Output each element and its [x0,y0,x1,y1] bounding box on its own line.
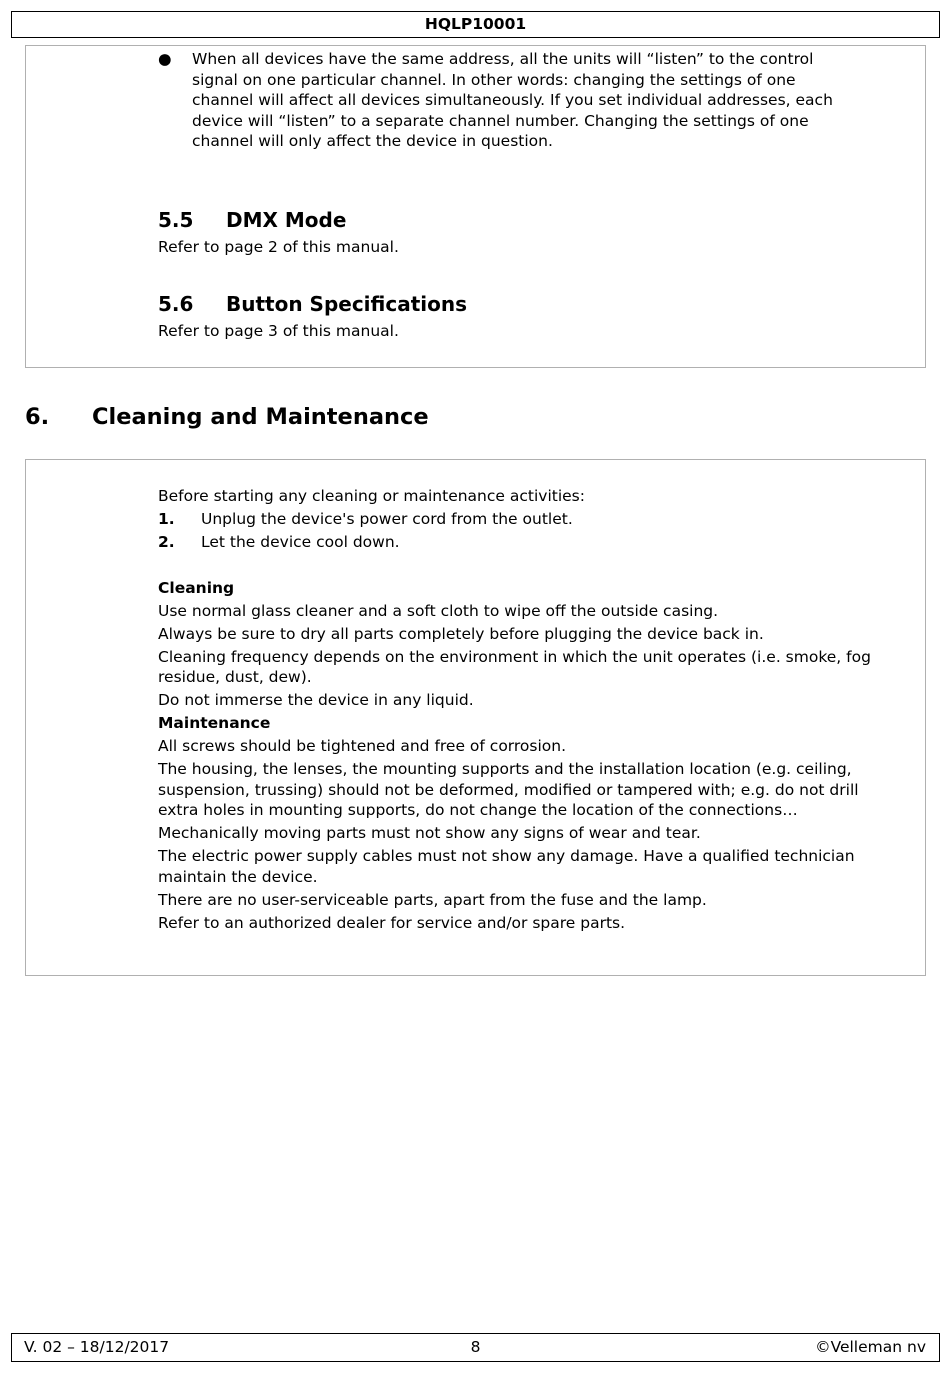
intro-text: Before starting any cleaning or maintenance activities: [158,487,585,505]
numbered-step [158,509,878,530]
dmx-content-box [25,45,926,368]
maintenance-line: There are no user-serviceable parts, apart from the fuse and the lamp. [158,890,707,909]
cleaning-heading: Cleaning [158,578,235,597]
document-footer [11,1333,940,1362]
document-header [11,11,940,38]
step-number: 2. [158,533,175,551]
maintenance-line: The housing, the lenses, the mounting supports and the installation location (e.g. ceiling, suspension, trussing) should not be deformed, modified or tampered with; e.g. do not drill extra holes in mounting supports, do not change the location of the connections… [158,760,859,819]
maintenance-heading: Maintenance [158,714,271,732]
copyright: ©Velleman nv [815,1338,926,1356]
subsection-number: 5.6 [158,292,194,316]
cleaning-line: Use normal glass cleaner and a soft cloth to wipe off the outside casing. [158,601,719,620]
section-title: Cleaning and Maintenance [92,404,429,430]
cleaning-line: Always be sure to dry all parts completely before plugging the device back in. [158,624,764,643]
subsection-heading-button-specs [158,292,467,316]
section-heading [25,403,429,431]
subsection-title: Button Specifications [226,292,468,316]
maintenance-line: Refer to an authorized dealer for service and/or spare parts. [158,913,626,932]
cleaning-line: Cleaning frequency depends on the environment in which the unit operates (i.e. smoke, fog residue, dust, dew). [158,647,871,686]
cleaning-line: Do not immerse the device in any liquid. [158,691,474,709]
cleaning-content-box [25,459,926,976]
step-text: Unplug the device's power cord from the outlet. [201,510,573,528]
cleaning-content [158,486,878,933]
subsection-text-dmx-mode: Refer to page 2 of this manual. [158,238,399,256]
page-number: 8 [470,1338,481,1356]
bullet-icon: ● [158,50,172,68]
step-text: Let the device cool down. [201,533,400,551]
maintenance-line: Mechanically moving parts must not show any signs of wear and tear. [158,824,701,842]
bullet-text: When all devices have the same address, all the units will “listen” to the control signal on one particular channel. In other words: changing the settings of one channel will affect all devices simultaneously. If you set individual addresses, each device will “listen” to a separate channel number. Changing the settings of one channel will only affect the device in question. [192,50,833,150]
maintenance-line: The electric power supply cables must not show any damage. Have a qualified technician maintain the device. [158,847,855,886]
subsection-title: DMX Mode [226,208,347,232]
document-code: HQLP10001 [424,15,527,33]
step-number: 1. [158,510,175,528]
version-date: V. 02 – 18/12/2017 [24,1338,170,1356]
subsection-number: 5.5 [158,208,194,232]
maintenance-line: All screws should be tightened and free of corrosion. [158,737,567,755]
section-number: 6. [25,404,50,430]
subsection-heading-dmx-mode [158,208,346,232]
subsection-text-button-specs: Refer to page 3 of this manual. [158,322,399,340]
numbered-step [158,532,878,553]
